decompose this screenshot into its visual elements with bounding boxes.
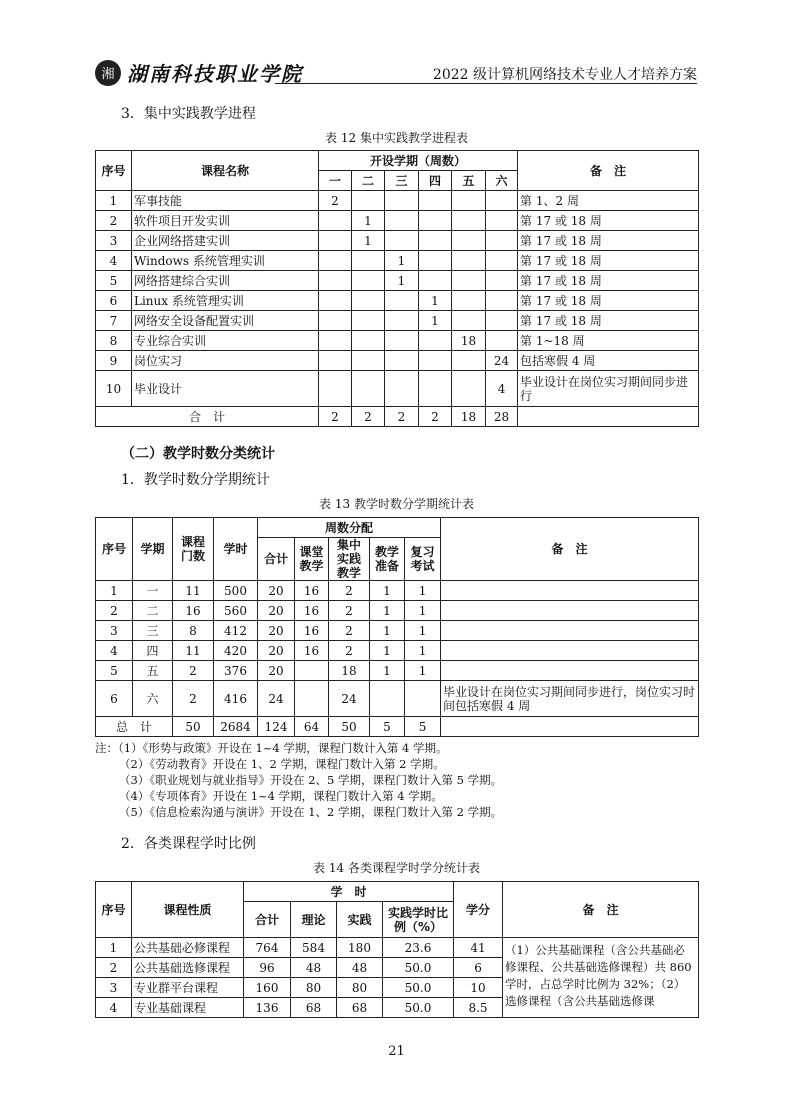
t12-cell-name: 网络安全设备配置实训 xyxy=(132,311,319,331)
t14-cell-practice: 80 xyxy=(337,978,383,998)
t13-cell-exam: 1 xyxy=(405,641,441,661)
t13-total-class: 64 xyxy=(295,717,329,737)
t12-term-2: 二 xyxy=(352,171,385,191)
t14-cell-credit: 10 xyxy=(454,978,503,998)
t14-cell-ratio: 50.0 xyxy=(383,998,454,1018)
t12-cell-note: 第 17 或 18 周 xyxy=(518,211,699,231)
t13-cell-exam: 1 xyxy=(405,601,441,621)
header-rule xyxy=(275,83,697,84)
t12-cell-term xyxy=(385,351,419,371)
t12-cell-note: 第 17 或 18 周 xyxy=(518,291,699,311)
t12-cell-term xyxy=(419,331,452,351)
t13-cell-note xyxy=(441,661,699,681)
t14-cell-total: 160 xyxy=(244,978,291,998)
t14-cell-credit: 8.5 xyxy=(454,998,503,1018)
t14-cell-practice: 48 xyxy=(337,958,383,978)
t12-cell-note: 第 1~18 周 xyxy=(518,331,699,351)
subsection-heading-term-hours: 1．教学时数分学期统计 xyxy=(121,472,270,488)
t12-cell-term xyxy=(319,251,352,271)
table13-notes xyxy=(95,740,502,820)
t13-total-practice: 50 xyxy=(329,717,370,737)
t13-total-count: 50 xyxy=(173,717,214,737)
t13-cell-total: 20 xyxy=(258,661,295,681)
t13-cell-cls: 16 xyxy=(295,601,329,621)
table-row xyxy=(96,211,699,231)
t14-cell-total: 136 xyxy=(244,998,291,1018)
t13-cell-note xyxy=(441,621,699,641)
t13-cell-total: 20 xyxy=(258,601,295,621)
t12-cell-term xyxy=(385,371,419,407)
t12-cell-term xyxy=(452,251,486,271)
t13-header-exam: 复习考试 xyxy=(405,538,441,581)
t12-header-note: 备 注 xyxy=(518,151,699,191)
t13-cell-term: 五 xyxy=(133,661,173,681)
t12-term-5: 五 xyxy=(452,171,486,191)
t12-cell-note: 第 17 或 18 周 xyxy=(518,231,699,251)
t13-cell-cls: 16 xyxy=(295,581,329,601)
page-number: 21 xyxy=(388,1044,405,1059)
t12-cell-term xyxy=(452,371,486,407)
t13-header-weeks: 周数分配 xyxy=(258,518,441,538)
t13-cell-cls: 16 xyxy=(295,621,329,641)
t12-cell-term xyxy=(452,211,486,231)
t13-cell-cls xyxy=(295,681,329,717)
t13-total-hours: 2684 xyxy=(214,717,258,737)
table-row xyxy=(96,271,699,291)
t12-cell-term xyxy=(419,371,452,407)
t13-cell-prep: 1 xyxy=(370,621,405,641)
t13-cell-term: 三 xyxy=(133,621,173,641)
t12-cell-note: 毕业设计在岗位实习期间同步进行 xyxy=(518,371,699,407)
t14-cell-theory: 80 xyxy=(291,978,337,998)
t14-cell-nature: 公共基础必修课程 xyxy=(132,938,244,958)
t12-cell-term xyxy=(419,251,452,271)
t12-cell-term: 1 xyxy=(419,291,452,311)
t12-term-3: 三 xyxy=(385,171,419,191)
t12-cell-term xyxy=(385,211,419,231)
table14 xyxy=(95,881,699,1018)
t12-total-cell: 18 xyxy=(452,407,486,427)
t13-cell-hours: 416 xyxy=(214,681,258,717)
t13-cell-cls xyxy=(295,661,329,681)
t13-total-exam: 5 xyxy=(405,717,441,737)
table-row xyxy=(96,641,699,661)
t14-cell-no: 4 xyxy=(96,998,132,1018)
t13-cell-term: 一 xyxy=(133,581,173,601)
t13-cell-hours: 412 xyxy=(214,621,258,641)
t12-cell-term xyxy=(419,211,452,231)
t12-total-row xyxy=(96,407,699,427)
table13 xyxy=(95,517,699,737)
t13-cell-no: 4 xyxy=(96,641,133,661)
t13-cell-no: 5 xyxy=(96,661,133,681)
t14-header-practice: 实践 xyxy=(337,902,383,938)
t12-header-no: 序号 xyxy=(96,151,132,191)
t12-cell-term xyxy=(419,231,452,251)
t12-cell-term xyxy=(352,351,385,371)
t13-cell-note xyxy=(441,581,699,601)
t13-cell-count: 2 xyxy=(173,661,214,681)
t12-cell-term xyxy=(486,291,518,311)
t12-total-cell: 2 xyxy=(385,407,419,427)
table-row xyxy=(96,291,699,311)
table-row xyxy=(96,351,699,371)
t12-header-term: 开设学期（周数） xyxy=(319,151,518,171)
t14-header-no: 序号 xyxy=(96,882,132,938)
t12-total-cell: 2 xyxy=(352,407,385,427)
t12-cell-term: 1 xyxy=(352,211,385,231)
t12-cell-term xyxy=(319,231,352,251)
table-row xyxy=(96,231,699,251)
t13-cell-cls: 16 xyxy=(295,641,329,661)
t13-cell-hours: 560 xyxy=(214,601,258,621)
t12-cell-term xyxy=(452,191,486,211)
t13-header-prep: 教学准备 xyxy=(370,538,405,581)
table-row xyxy=(96,581,699,601)
t13-cell-note xyxy=(441,601,699,621)
t12-cell-name: 网络搭建综合实训 xyxy=(132,271,319,291)
t14-header-nature: 课程性质 xyxy=(132,882,244,938)
t12-cell-name: Windows 系统管理实训 xyxy=(132,251,319,271)
t13-cell-count: 8 xyxy=(173,621,214,641)
t12-cell-term: 18 xyxy=(452,331,486,351)
t14-cell-no: 3 xyxy=(96,978,132,998)
notes-prefix: 注： xyxy=(95,741,118,755)
t13-cell-count: 16 xyxy=(173,601,214,621)
t13-cell-prep: 1 xyxy=(370,641,405,661)
t13-cell-term: 二 xyxy=(133,601,173,621)
t12-cell-term xyxy=(419,351,452,371)
t13-cell-total: 20 xyxy=(258,641,295,661)
t13-cell-exam: 1 xyxy=(405,661,441,681)
t14-cell-theory: 584 xyxy=(291,938,337,958)
table-row xyxy=(96,251,699,271)
t13-header-no: 序号 xyxy=(96,518,133,581)
t13-cell-note: 毕业设计在岗位实习期间同步进行，岗位实习时间包括寒假 4 周 xyxy=(441,681,699,717)
t14-header-ratio: 实践学时比例（%） xyxy=(383,902,454,938)
t13-header-total: 合计 xyxy=(258,538,295,581)
note-item: （5）《信息检索沟通与演讲》开设在 1、2 学期，课程门数计入第 2 学期。 xyxy=(119,805,503,819)
t13-cell-exam: 1 xyxy=(405,581,441,601)
t12-cell-name: 岗位实习 xyxy=(132,351,319,371)
t12-cell-no: 5 xyxy=(96,271,132,291)
t12-cell-term xyxy=(319,311,352,331)
t12-cell-term: 2 xyxy=(319,191,352,211)
t12-cell-term xyxy=(452,231,486,251)
t12-cell-term xyxy=(319,331,352,351)
t12-cell-term xyxy=(352,271,385,291)
table14-caption: 表 14 各类课程学时学分统计表 xyxy=(313,861,480,875)
t13-cell-exam: 1 xyxy=(405,621,441,641)
t12-cell-no: 1 xyxy=(96,191,132,211)
t13-cell-total: 20 xyxy=(258,581,295,601)
t12-cell-term xyxy=(319,351,352,371)
t13-cell-count: 11 xyxy=(173,581,214,601)
t12-cell-no: 7 xyxy=(96,311,132,331)
t12-term-1: 一 xyxy=(319,171,352,191)
t13-cell-prac: 24 xyxy=(329,681,370,717)
t13-cell-prep: 1 xyxy=(370,581,405,601)
t12-cell-term xyxy=(319,371,352,407)
t13-total-prep: 5 xyxy=(370,717,405,737)
t14-cell-ratio: 23.6 xyxy=(383,938,454,958)
section-heading-hours: （二）教学时数分类统计 xyxy=(121,446,275,462)
t13-header-count: 课程门数 xyxy=(173,518,214,581)
t13-cell-total: 24 xyxy=(258,681,295,717)
t13-header-practice: 集中实践教学 xyxy=(329,538,370,581)
t13-total-note xyxy=(441,717,699,737)
t13-cell-hours: 376 xyxy=(214,661,258,681)
t14-header-theory: 理论 xyxy=(291,902,337,938)
t13-cell-prac: 2 xyxy=(329,601,370,621)
t12-cell-term xyxy=(385,191,419,211)
table-row xyxy=(96,681,699,717)
note-item: （1）《形势与政策》开设在 1~4 学期，课程门数计入第 4 学期。 xyxy=(118,741,448,755)
table-row xyxy=(96,191,699,211)
table-row xyxy=(96,938,699,958)
t12-cell-term xyxy=(452,271,486,291)
t12-cell-note: 第 17 或 18 周 xyxy=(518,251,699,271)
table-row xyxy=(96,621,699,641)
table-row xyxy=(96,371,699,407)
t14-cell-no: 1 xyxy=(96,938,132,958)
t12-cell-term xyxy=(352,291,385,311)
t12-cell-term xyxy=(452,291,486,311)
t12-cell-no: 6 xyxy=(96,291,132,311)
t13-header-term: 学期 xyxy=(133,518,173,581)
t13-cell-total: 20 xyxy=(258,621,295,641)
t13-cell-exam xyxy=(405,681,441,717)
t14-cell-nature: 公共基础选修课程 xyxy=(132,958,244,978)
t14-cell-credit: 6 xyxy=(454,958,503,978)
t13-total-label: 总 计 xyxy=(96,717,173,737)
school-seal-icon: 湘 xyxy=(95,60,121,86)
t14-cell-nature: 专业群平台课程 xyxy=(132,978,244,998)
section-heading-practice: 3．集中实践教学进程 xyxy=(121,106,256,122)
t13-cell-term: 四 xyxy=(133,641,173,661)
note-item: （4）《专项体育》开设在 1~4 学期，课程门数计入第 4 学期。 xyxy=(119,789,443,803)
t12-cell-no: 10 xyxy=(96,371,132,407)
t14-cell-total: 96 xyxy=(244,958,291,978)
t13-cell-prac: 2 xyxy=(329,581,370,601)
t12-cell-name: Linux 系统管理实训 xyxy=(132,291,319,311)
subsection-heading-ratio: 2．各类课程学时比例 xyxy=(121,836,256,852)
table13-caption: 表 13 教学时数分学期统计表 xyxy=(319,497,474,511)
t12-cell-note: 第 1、2 周 xyxy=(518,191,699,211)
t14-header-hours: 学 时 xyxy=(244,882,454,902)
t14-header-credit: 学分 xyxy=(454,882,503,938)
t12-cell-term xyxy=(419,271,452,291)
t14-cell-ratio: 50.0 xyxy=(383,978,454,998)
t13-cell-prac: 2 xyxy=(329,641,370,661)
t14-cell-credit: 41 xyxy=(454,938,503,958)
t12-cell-term xyxy=(352,251,385,271)
t13-cell-prep xyxy=(370,681,405,717)
t13-cell-term: 六 xyxy=(133,681,173,717)
t12-cell-note: 包括寒假 4 周 xyxy=(518,351,699,371)
t12-cell-no: 3 xyxy=(96,231,132,251)
t13-total-weeks: 124 xyxy=(258,717,295,737)
t12-cell-no: 2 xyxy=(96,211,132,231)
t13-total-row xyxy=(96,717,699,737)
t12-cell-term xyxy=(319,271,352,291)
t13-cell-prep: 1 xyxy=(370,601,405,621)
t12-cell-term xyxy=(486,251,518,271)
t14-cell-total: 764 xyxy=(244,938,291,958)
t14-cell-theory: 68 xyxy=(291,998,337,1018)
t13-cell-prac: 18 xyxy=(329,661,370,681)
table-row xyxy=(96,661,699,681)
t12-cell-note: 第 17 或 18 周 xyxy=(518,311,699,331)
t12-total-cell: 2 xyxy=(319,407,352,427)
t12-cell-term: 1 xyxy=(385,271,419,291)
table12-caption: 表 12 集中实践教学进程表 xyxy=(325,131,468,145)
t13-cell-prep: 1 xyxy=(370,661,405,681)
t12-term-6: 六 xyxy=(486,171,518,191)
t12-total-cell: 28 xyxy=(486,407,518,427)
t14-header-total: 合计 xyxy=(244,902,291,938)
t13-cell-prac: 2 xyxy=(329,621,370,641)
t13-cell-count: 11 xyxy=(173,641,214,661)
t12-cell-term xyxy=(486,271,518,291)
t14-cell-no: 2 xyxy=(96,958,132,978)
t13-cell-count: 2 xyxy=(173,681,214,717)
t12-cell-term: 1 xyxy=(385,251,419,271)
t12-cell-name: 军事技能 xyxy=(132,191,319,211)
t12-cell-term xyxy=(385,331,419,351)
t13-cell-hours: 420 xyxy=(214,641,258,661)
t12-cell-term xyxy=(352,191,385,211)
t12-cell-term: 4 xyxy=(486,371,518,407)
table-row xyxy=(96,331,699,351)
t13-header-hours: 学时 xyxy=(214,518,258,581)
t12-cell-term xyxy=(385,291,419,311)
t12-cell-term xyxy=(385,311,419,331)
t12-term-4: 四 xyxy=(419,171,452,191)
t12-total-cell: 2 xyxy=(419,407,452,427)
t13-header-note: 备 注 xyxy=(441,518,699,581)
note-item: （3）《职业规划与就业指导》开设在 2、5 学期，课程门数计入第 5 学期。 xyxy=(119,773,503,787)
t12-cell-term xyxy=(486,191,518,211)
table-row xyxy=(96,311,699,331)
t13-header-class: 课堂教学 xyxy=(295,538,329,581)
table12 xyxy=(95,150,699,427)
t12-cell-name: 毕业设计 xyxy=(132,371,319,407)
t12-cell-term xyxy=(486,331,518,351)
t12-total-note xyxy=(518,407,699,427)
t12-cell-term xyxy=(486,231,518,251)
t13-cell-no: 6 xyxy=(96,681,133,717)
t13-cell-no: 1 xyxy=(96,581,133,601)
t12-cell-term xyxy=(486,311,518,331)
t12-cell-term xyxy=(385,231,419,251)
document-title: 2022 级计算机网络技术专业人才培养方案 xyxy=(432,67,697,83)
school-logo-text: 湖南科技职业学院 xyxy=(127,62,303,86)
t12-cell-term xyxy=(319,211,352,231)
t14-cell-practice: 68 xyxy=(337,998,383,1018)
t14-cell-theory: 48 xyxy=(291,958,337,978)
t13-cell-no: 3 xyxy=(96,621,133,641)
t12-cell-name: 专业综合实训 xyxy=(132,331,319,351)
t12-cell-term: 24 xyxy=(486,351,518,371)
t12-cell-note: 第 17 或 18 周 xyxy=(518,271,699,291)
t12-total-label: 合 计 xyxy=(96,407,319,427)
t13-cell-note xyxy=(441,641,699,661)
t13-cell-hours: 500 xyxy=(214,581,258,601)
t12-cell-term: 1 xyxy=(419,311,452,331)
t12-cell-no: 9 xyxy=(96,351,132,371)
t12-cell-term xyxy=(419,191,452,211)
t12-cell-term xyxy=(452,351,486,371)
t12-cell-term xyxy=(319,291,352,311)
t14-header-note: 备 注 xyxy=(503,882,699,938)
t14-cell-note: （1）公共基础课程（含公共基础必修课程、公共基础选修课程）共 860 学时，占总学时比例为 32%；（2）选修课程（含公共基础选修课 xyxy=(503,938,699,1018)
t14-cell-nature: 专业基础课程 xyxy=(132,998,244,1018)
t12-cell-term: 1 xyxy=(352,231,385,251)
t12-cell-term xyxy=(486,211,518,231)
t12-cell-term xyxy=(352,371,385,407)
t12-cell-no: 4 xyxy=(96,251,132,271)
note-item: （2）《劳动教育》开设在 1、2 学期，课程门数计入第 2 学期。 xyxy=(119,757,445,771)
t12-cell-term xyxy=(352,311,385,331)
t12-cell-no: 8 xyxy=(96,331,132,351)
t14-cell-practice: 180 xyxy=(337,938,383,958)
t14-cell-ratio: 50.0 xyxy=(383,958,454,978)
t12-cell-term xyxy=(352,331,385,351)
t13-cell-no: 2 xyxy=(96,601,133,621)
t12-cell-name: 软件项目开发实训 xyxy=(132,211,319,231)
table-row xyxy=(96,601,699,621)
t12-cell-term xyxy=(452,311,486,331)
t12-header-name: 课程名称 xyxy=(132,151,319,191)
school-logo xyxy=(95,58,303,87)
t12-cell-name: 企业网络搭建实训 xyxy=(132,231,319,251)
